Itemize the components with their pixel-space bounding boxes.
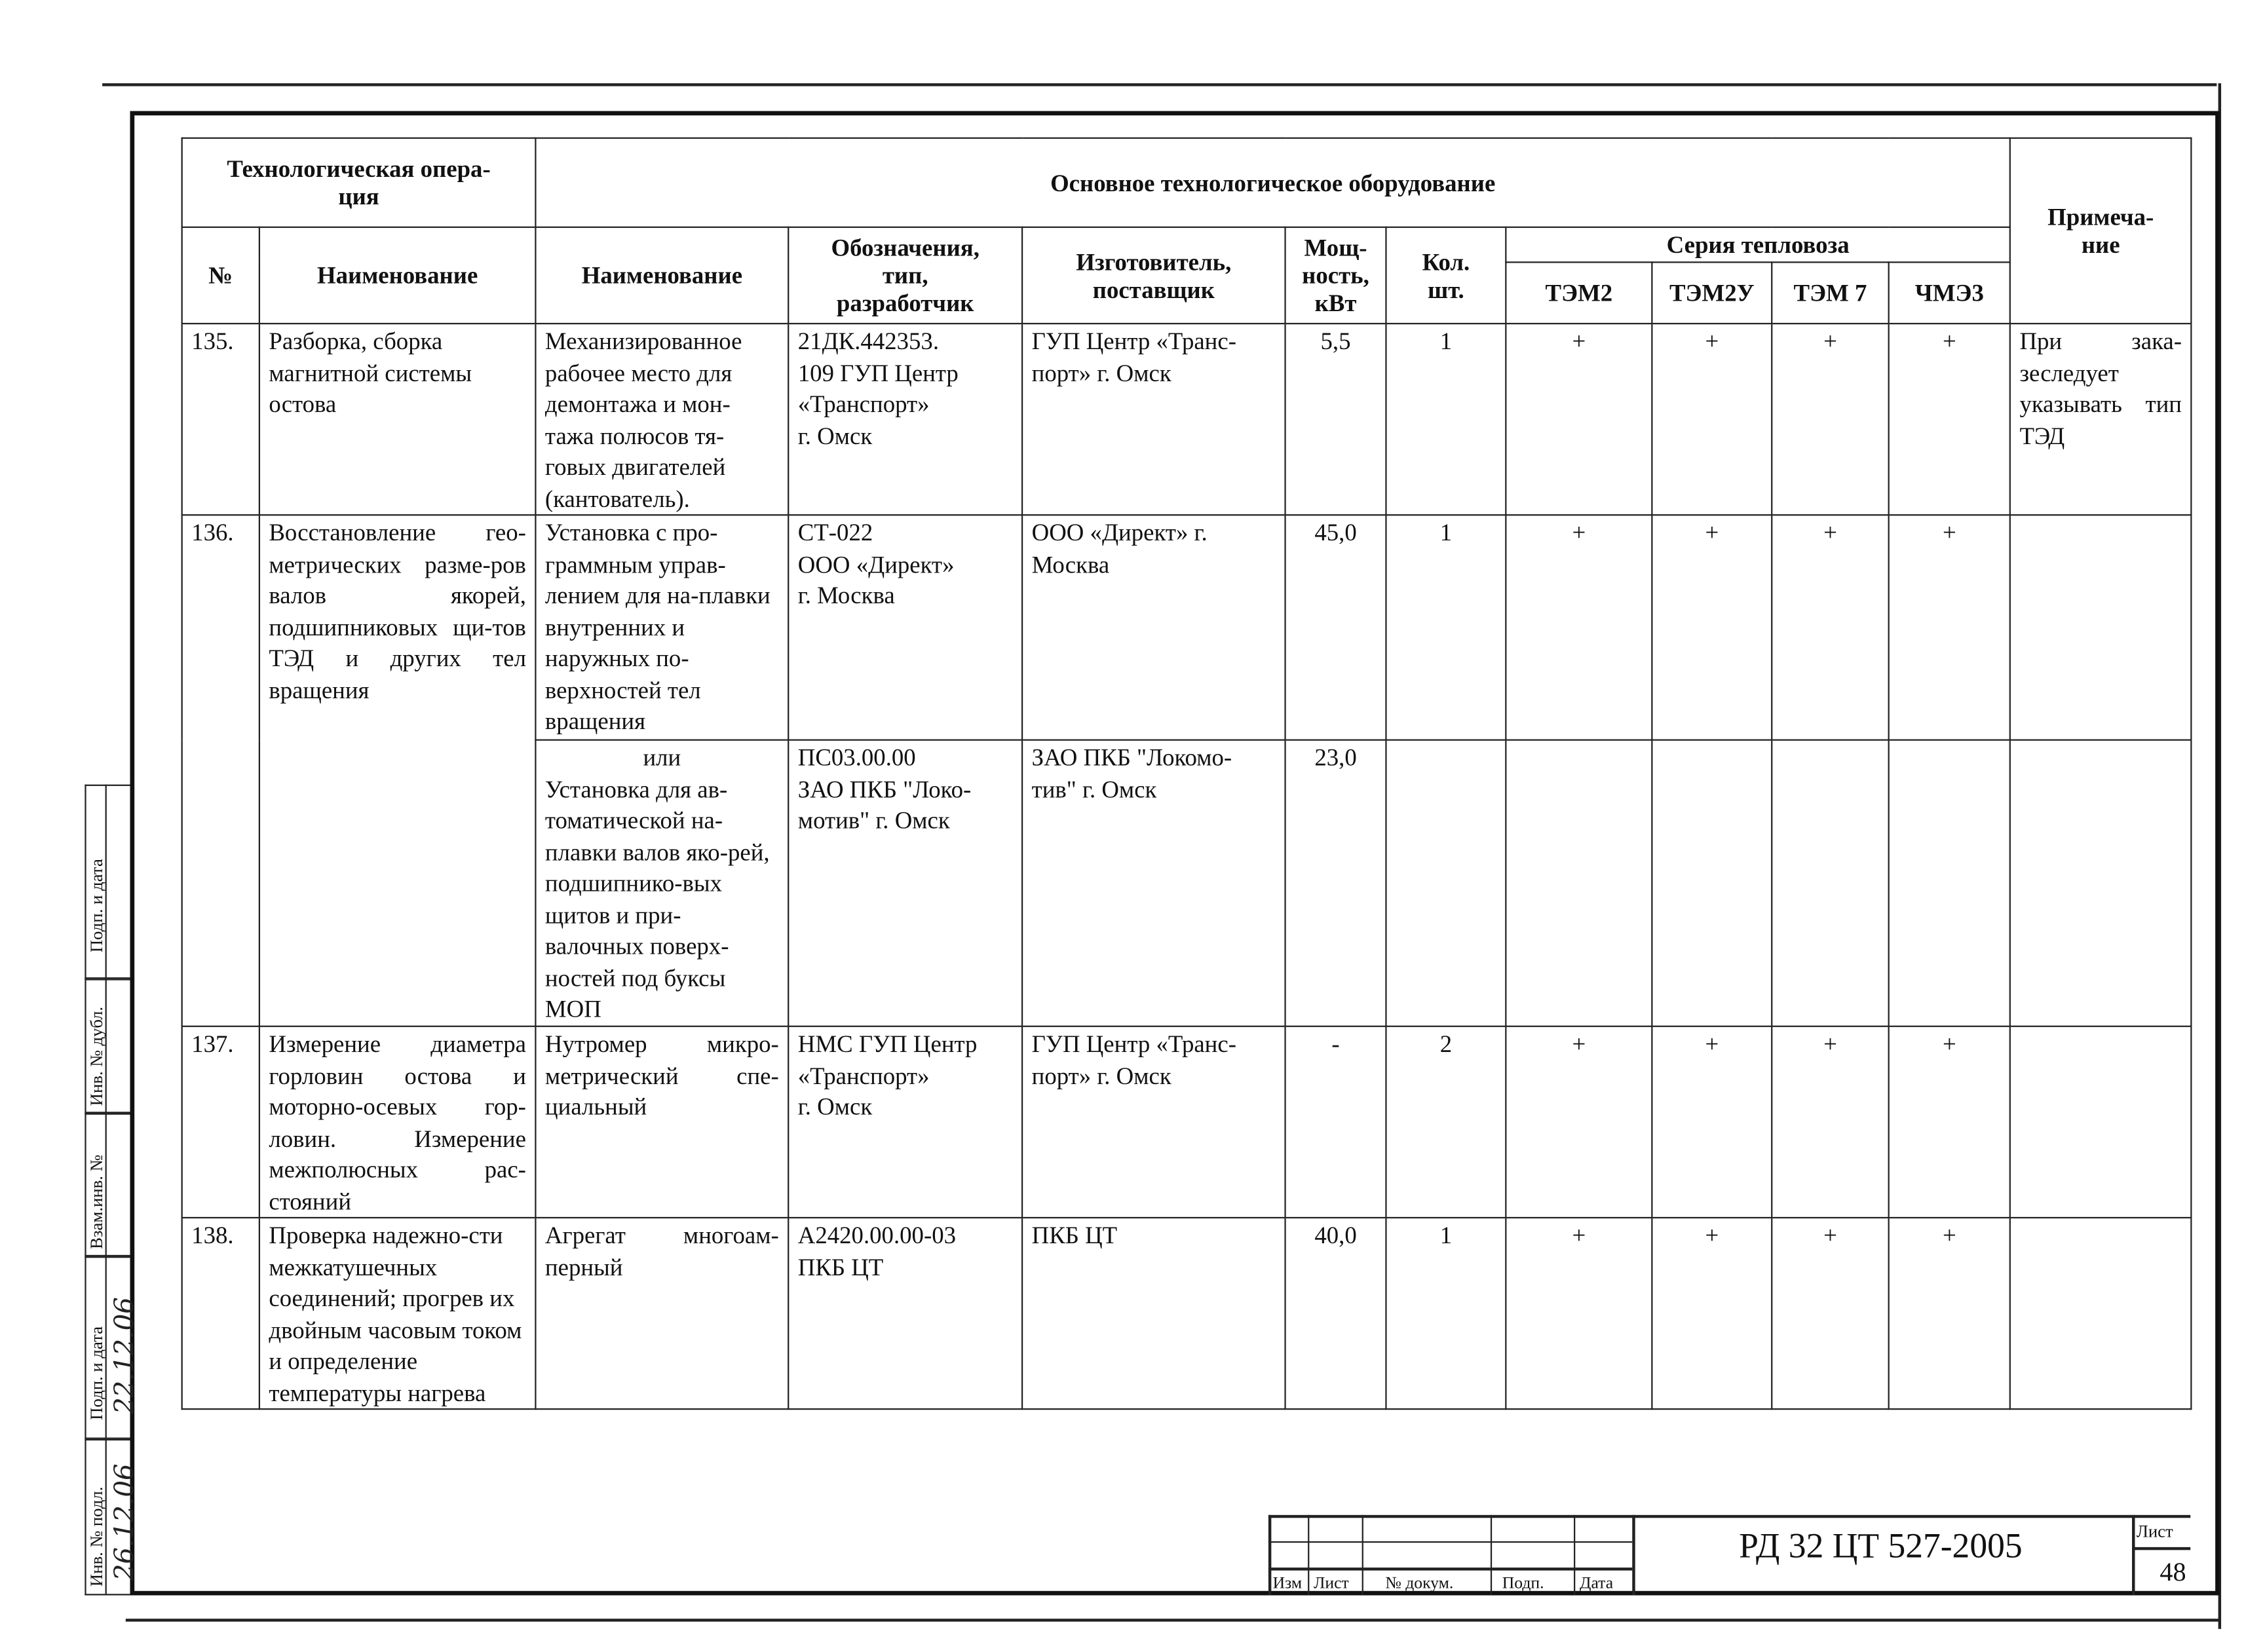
sheet-label: Лист [2136, 1520, 2173, 1541]
quantity: 1 [1386, 324, 1506, 515]
mark-tem7 [1772, 740, 1888, 1026]
top-trim-line [102, 83, 2217, 85]
mark-tem2 [1506, 740, 1652, 1026]
power: 45,0 [1285, 515, 1386, 740]
quantity [1386, 740, 1506, 1026]
equipment-name: Установка с про-граммным управ-лением для на-плавки внутренних и наружных по-верхностей тел вращения [535, 515, 788, 740]
header-number: № [182, 227, 259, 324]
operation-name: Измерение диаметра горловин остова и моторно-осевых гор-ловин. Измерение межполюсных рас-стояний [259, 1026, 536, 1218]
mark-tem7: + [1772, 1218, 1888, 1409]
quantity: 1 [1386, 515, 1506, 740]
equipment-table [181, 138, 2192, 1410]
table-row [182, 324, 2192, 515]
mark-tem2u: + [1652, 515, 1772, 740]
title-label-sheet: Лист [1314, 1575, 1349, 1593]
note [2010, 740, 2192, 1026]
row-number: 138. [182, 1218, 259, 1409]
manufacturer: ГУП Центр «Транс-порт» г. Омск [1022, 1026, 1285, 1218]
stamp-label: Инв. № подл. [86, 1486, 107, 1587]
power: 5,5 [1285, 324, 1386, 515]
mark-tem2: + [1506, 1026, 1652, 1218]
header-loco-series: Серия тепловоза [1506, 227, 2010, 263]
header-note: Примеча- ние [2010, 138, 2192, 324]
header-series-chme3: ЧМЭ3 [1889, 262, 2010, 324]
equipment-name: Нутромер микро-метрический спе-циальный [535, 1026, 788, 1218]
power: 40,0 [1285, 1218, 1386, 1409]
header-equipment-name: Наименование [535, 227, 788, 324]
mark-tem2u: + [1652, 1218, 1772, 1409]
table-row [182, 515, 2192, 740]
note [2010, 1026, 2192, 1218]
stamp-label: Взам.инв. № [86, 1154, 107, 1249]
equipment-name: Агрегат многоам-перный [535, 1218, 788, 1409]
designation: 21ДК.442353. 109 ГУП Центр «Транспорт» г. Омск [788, 324, 1022, 515]
title-label-change: Изм [1272, 1575, 1303, 1593]
sheet-number: 48 [2160, 1557, 2186, 1587]
stamp-label: Подп. и дата [86, 859, 107, 953]
manufacturer: ГУП Центр «Транс-порт» г. Омск [1022, 324, 1285, 515]
row-number: 135. [182, 324, 259, 515]
handwritten-inventory: 26.12.06 [109, 1463, 141, 1581]
header-operation-name: Наименование [259, 227, 536, 324]
title-label-date: Дата [1579, 1575, 1614, 1593]
header-manufacturer: Изготовитель, поставщик [1022, 227, 1285, 324]
designation: ПС03.00.00 ЗАО ПКБ "Локо-мотив" г. Омск [788, 740, 1022, 1026]
header-quantity: Кол. шт. [1386, 227, 1506, 324]
mark-tem2u: + [1652, 324, 1772, 515]
equipment-name: Установка для ав-томатической на-плавки валов яко-рей, подшипнико-вых щитов и при-валочных поверх-ностей под буксы МОП [544, 775, 770, 1023]
operation-name: Восстановление гео-метрических разме-ров валов якорей, подшипниковых щи-тов ТЭД и других тел вращения [259, 515, 536, 1026]
bottom-trim-line [126, 1619, 2220, 1621]
manufacturer: ПКБ ЦТ [1022, 1218, 1285, 1409]
mark-tem2: + [1506, 515, 1652, 740]
header-tech-operation: Технологическая опера- ция [182, 138, 536, 227]
row-number: 137. [182, 1026, 259, 1218]
mark-chme3: + [1889, 324, 2010, 515]
handwritten-date: 22.12.06 [109, 1297, 141, 1414]
header-series-tem2: ТЭМ2 [1506, 262, 1652, 324]
manufacturer: ЗАО ПКБ "Локомо-тив" г. Омск [1022, 740, 1285, 1026]
mark-tem7: + [1772, 1026, 1888, 1218]
mark-tem2u: + [1652, 1026, 1772, 1218]
manufacturer: ООО «Директ» г. Москва [1022, 515, 1285, 740]
title-label-doc-number: № докум. [1385, 1575, 1454, 1593]
header-power: Мощ- ность, кВт [1285, 227, 1386, 324]
equipment-name: Механизированное рабочее место для демонтажа и мон-тажа полюсов тя-говых двигателей (кантователь). [535, 324, 788, 515]
equipment-name-alt [535, 740, 788, 1026]
header-series-tem7: ТЭМ 7 [1772, 262, 1888, 324]
note [2010, 515, 2192, 740]
header-main-equipment: Основное технологическое оборудование [535, 138, 2010, 227]
header-designation: Обозначения, тип, разработчик [788, 227, 1022, 324]
mark-tem7: + [1772, 515, 1888, 740]
table-row [182, 1026, 2192, 1218]
header-series-tem2u: ТЭМ2У [1652, 262, 1772, 324]
document-code: РД 32 ЦТ 527-2005 [1739, 1528, 2023, 1566]
mark-tem2: + [1506, 324, 1652, 515]
designation: А2420.00.00-03 ПКБ ЦТ [788, 1218, 1022, 1409]
operation-name: Разборка, сборка магнитной системы остова [259, 324, 536, 515]
mark-tem2: + [1506, 1218, 1652, 1409]
table-row [182, 1218, 2192, 1409]
stamp-label: Подп. и дата [86, 1326, 107, 1420]
mark-chme3: + [1889, 515, 2010, 740]
mark-chme3: + [1889, 1218, 2010, 1409]
stamp-label: Инв. № дубл. [86, 1006, 107, 1106]
mark-tem2u [1652, 740, 1772, 1026]
mark-chme3 [1889, 740, 2010, 1026]
title-label-signature: Подп. [1502, 1575, 1544, 1593]
note: При зака-зеследует указывать тип ТЭД [2010, 324, 2192, 515]
power: 23,0 [1285, 740, 1386, 1026]
quantity: 1 [1386, 1218, 1506, 1409]
mark-chme3: + [1889, 1026, 2010, 1218]
alt-word: или [643, 743, 681, 772]
mark-tem7: + [1772, 324, 1888, 515]
operation-name: Проверка надежно-сти межкатушечных соединений; прогрев их двойным часовым током и определение температуры нагрева [259, 1218, 536, 1409]
designation: СТ-022 ООО «Директ» г. Москва [788, 515, 1022, 740]
designation: НМС ГУП Центр «Транспорт» г. Омск [788, 1026, 1022, 1218]
row-number: 136. [182, 515, 259, 1026]
power: - [1285, 1026, 1386, 1218]
quantity: 2 [1386, 1026, 1506, 1218]
note [2010, 1218, 2192, 1409]
